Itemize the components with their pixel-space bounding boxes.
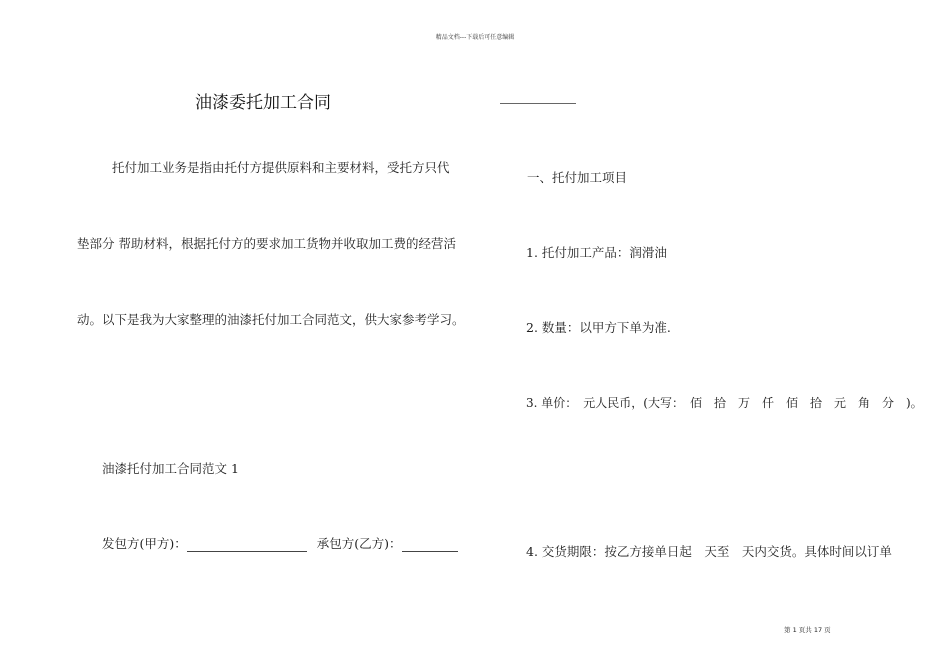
sample-heading: 油漆托付加工合同范文 1 (102, 461, 239, 476)
party-b-blank (402, 539, 458, 552)
page-footer: 第 1 页共 17 页 (784, 626, 831, 634)
item-delivery: 4. 交货期限：按乙方接单日起 天至 天内交货。具体时间以订单 (526, 544, 892, 559)
party-a-label: 发包方(甲方)： (102, 536, 187, 551)
intro-line-2: 垫部分 帮助材料，根据托付方的要求加工货物并收取加工费的经营活 (77, 236, 456, 251)
intro-line-3: 动。以下是我为大家整理的油漆托付加工合同范文，供大家参考学习。 (77, 312, 465, 327)
party-a-blank (187, 539, 307, 552)
item-quantity: 2. 数量：以甲方下单为准. (526, 320, 671, 335)
section-heading: 一、托付加工项目 (527, 170, 628, 185)
title-underline (500, 103, 576, 104)
document-title: 油漆委托加工合同 (195, 93, 331, 113)
item-price: 3. 单价： 元人民币，(大写： 佰 拾 万 仟 佰 拾 元 角 分 )。 (526, 396, 923, 410)
parties-line (102, 534, 458, 552)
header-note: 精品文档---下载后可任意编辑 (435, 34, 515, 41)
intro-line-1: 托付加工业务是指由托付方提供原料和主要材料，受托方只代 (112, 160, 450, 175)
party-b-label: 承包方(乙方)： (316, 536, 402, 551)
item-product: 1. 托付加工产品：润滑油 (526, 245, 667, 260)
